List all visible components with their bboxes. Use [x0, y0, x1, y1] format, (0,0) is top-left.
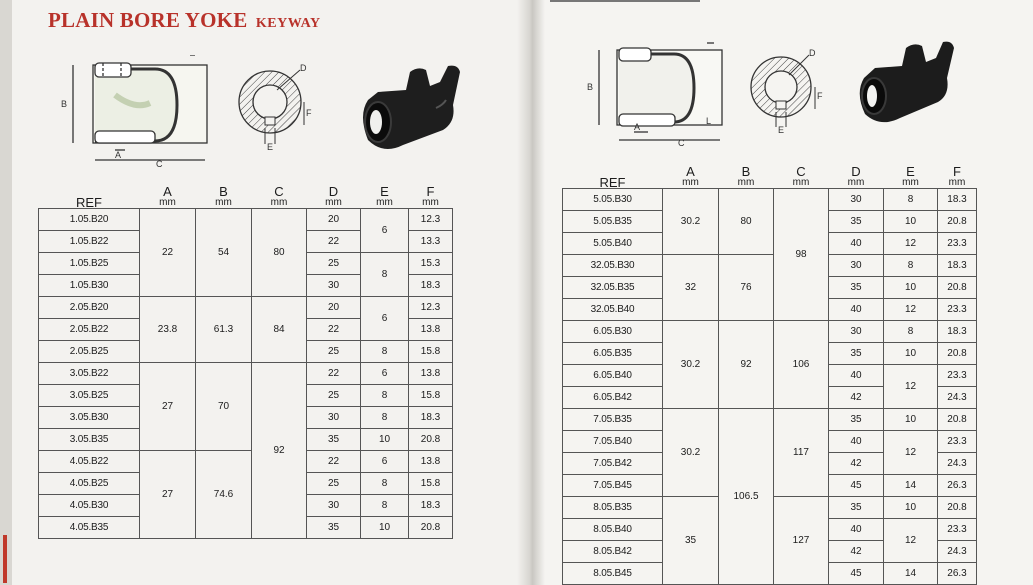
table-row	[39, 363, 453, 385]
dim-label-a: A	[115, 150, 122, 160]
c-cell: 80	[252, 209, 307, 297]
d-cell: 25	[307, 253, 361, 275]
table-row	[563, 189, 977, 211]
yoke-photo	[348, 60, 466, 160]
b-cell: 54	[196, 209, 252, 297]
e-cell: 8	[361, 385, 409, 407]
ref-cell: 6.05.B40	[563, 365, 663, 387]
table-header-row	[563, 160, 977, 189]
f-cell: 20.8	[938, 211, 977, 233]
a-cell: 23.8	[140, 297, 196, 363]
ref-cell: 8.05.B42	[563, 541, 663, 563]
b-cell: 61.3	[196, 297, 252, 363]
dim-label-a-right: A	[634, 122, 641, 132]
ref-cell: 8.05.B35	[563, 497, 663, 519]
header-ref: REF	[76, 195, 102, 210]
f-cell: 15.8	[409, 385, 453, 407]
ref-cell: 1.05.B22	[39, 231, 140, 253]
ref-cell: 3.05.B22	[39, 363, 140, 385]
title-sub: KEYWAY	[255, 16, 321, 31]
d-cell: 35	[829, 211, 884, 233]
d-cell: 45	[829, 563, 884, 585]
dim-label-e-right: E	[778, 125, 785, 135]
d-cell: 30	[829, 255, 884, 277]
header-e: E mm	[902, 164, 919, 188]
e-cell: 8	[361, 495, 409, 517]
header-f: F mm	[948, 164, 966, 188]
d-cell: 22	[307, 363, 361, 385]
f-cell: 24.3	[938, 387, 977, 409]
page-gutter	[517, 0, 545, 585]
bore-section-drawing	[232, 62, 327, 152]
dim-label-b: B	[61, 99, 68, 109]
f-cell: 13.3	[409, 231, 453, 253]
ref-cell: 3.05.B30	[39, 407, 140, 429]
f-cell: 18.3	[409, 275, 453, 297]
d-cell: 35	[307, 517, 361, 539]
e-cell: 8	[361, 473, 409, 495]
page-edge-mark	[3, 535, 7, 583]
ref-cell: 7.05.B40	[563, 431, 663, 453]
d-cell: 20	[307, 297, 361, 319]
ref-cell: 1.05.B20	[39, 209, 140, 231]
a-cell: 22	[140, 209, 196, 297]
d-cell: 25	[307, 473, 361, 495]
ref-cell: 5.05.B30	[563, 189, 663, 211]
ref-cell: 7.05.B42	[563, 453, 663, 475]
dim-label-e: E	[267, 142, 274, 152]
d-cell: 30	[307, 407, 361, 429]
dim-label-c-right: C	[678, 138, 685, 148]
b-cell: 74.6	[196, 451, 252, 539]
b-cell: 80	[719, 189, 774, 255]
header-c: C mm	[270, 184, 288, 208]
f-cell: 18.3	[409, 407, 453, 429]
d-cell: 40	[829, 299, 884, 321]
e-cell: 10	[884, 343, 938, 365]
ref-cell: 32.05.B40	[563, 299, 663, 321]
a-cell: 30.2	[663, 189, 719, 255]
ref-cell: 6.05.B42	[563, 387, 663, 409]
f-cell: 23.3	[938, 233, 977, 255]
d-cell: 35	[829, 409, 884, 431]
ref-cell: 1.05.B30	[39, 275, 140, 297]
table-row	[563, 321, 977, 343]
dim-label-d: D	[300, 63, 307, 73]
e-cell: 6	[361, 209, 409, 253]
d-cell: 35	[829, 343, 884, 365]
e-cell: 10	[884, 409, 938, 431]
e-cell: 12	[884, 431, 938, 475]
table-row	[563, 409, 977, 431]
d-cell: 35	[307, 429, 361, 451]
ref-cell: 4.05.B35	[39, 517, 140, 539]
d-cell: 22	[307, 451, 361, 473]
header-d: D mm	[847, 164, 865, 188]
ref-cell: 1.05.B25	[39, 253, 140, 275]
d-cell: 42	[829, 541, 884, 563]
f-cell: 24.3	[938, 453, 977, 475]
d-cell: 35	[829, 277, 884, 299]
f-cell: 23.3	[938, 299, 977, 321]
e-cell: 6	[361, 451, 409, 473]
c-cell: 127	[774, 497, 829, 585]
a-cell: 27	[140, 363, 196, 451]
ref-cell: 2.05.B22	[39, 319, 140, 341]
c-cell: 92	[252, 363, 307, 539]
d-cell: 42	[829, 453, 884, 475]
d-cell: 40	[829, 431, 884, 453]
e-cell: 8	[884, 321, 938, 343]
right-spec-table	[562, 160, 977, 585]
e-cell: 10	[361, 429, 409, 451]
ref-cell: 7.05.B45	[563, 475, 663, 497]
page-title	[48, 8, 321, 33]
e-cell: 6	[361, 363, 409, 385]
d-cell: 30	[829, 189, 884, 211]
e-cell: 8	[361, 253, 409, 297]
c-cell: 98	[774, 189, 829, 321]
ref-cell: 5.05.B35	[563, 211, 663, 233]
c-cell: 84	[252, 297, 307, 363]
e-cell: 10	[884, 277, 938, 299]
e-cell: 10	[361, 517, 409, 539]
e-cell: 8	[884, 255, 938, 277]
header-b: B mm	[737, 164, 755, 188]
f-cell: 12.3	[409, 297, 453, 319]
b-cell: 76	[719, 255, 774, 321]
bore-section-drawing-right	[745, 45, 840, 135]
f-cell: 23.3	[938, 431, 977, 453]
d-cell: 22	[307, 231, 361, 253]
f-cell: 15.3	[409, 253, 453, 275]
e-cell: 14	[884, 563, 938, 585]
d-cell: 30	[307, 495, 361, 517]
d-cell: 25	[307, 385, 361, 407]
f-cell: 15.8	[409, 473, 453, 495]
f-cell: 23.3	[938, 365, 977, 387]
header-a: A mm	[159, 184, 176, 208]
table-row	[39, 209, 453, 231]
header-d: D mm	[325, 184, 342, 208]
table-row	[39, 451, 453, 473]
ref-cell: 2.05.B25	[39, 341, 140, 363]
top-rule	[550, 0, 700, 2]
f-cell: 20.8	[938, 497, 977, 519]
ref-cell: 32.05.B35	[563, 277, 663, 299]
ref-cell: 8.05.B40	[563, 519, 663, 541]
a-cell: 30.2	[663, 321, 719, 409]
f-cell: 18.3	[938, 255, 977, 277]
ref-cell: 6.05.B30	[563, 321, 663, 343]
f-cell: 23.3	[938, 519, 977, 541]
header-a: A mm	[682, 164, 699, 188]
f-cell: 15.8	[409, 341, 453, 363]
c-cell: 106	[774, 321, 829, 409]
f-cell: 26.3	[938, 475, 977, 497]
e-cell: 12	[884, 233, 938, 255]
d-cell: 42	[829, 387, 884, 409]
dim-label-b-right: B	[587, 82, 594, 92]
e-cell: 8	[884, 189, 938, 211]
e-cell: 6	[361, 297, 409, 341]
yoke-photo-right	[850, 38, 958, 130]
ref-cell: 4.05.B30	[39, 495, 140, 517]
d-cell: 40	[829, 365, 884, 387]
e-cell: 8	[361, 407, 409, 429]
f-cell: 20.8	[938, 277, 977, 299]
b-cell: 92	[719, 321, 774, 409]
f-cell: 13.8	[409, 363, 453, 385]
b-cell: 70	[196, 363, 252, 451]
f-cell: 26.3	[938, 563, 977, 585]
table-row	[563, 255, 977, 277]
ref-cell: 32.05.B30	[563, 255, 663, 277]
d-cell: 40	[829, 519, 884, 541]
f-cell: 13.8	[409, 451, 453, 473]
ref-cell: 3.05.B35	[39, 429, 140, 451]
table-row	[39, 297, 453, 319]
f-cell: 24.3	[938, 541, 977, 563]
a-cell: 35	[663, 497, 719, 585]
e-cell: 8	[361, 341, 409, 363]
d-cell: 22	[307, 319, 361, 341]
d-cell: 30	[307, 275, 361, 297]
header-c: C mm	[792, 164, 810, 188]
f-cell: 18.3	[409, 495, 453, 517]
dim-label-f-right: F	[817, 91, 823, 101]
e-cell: 14	[884, 475, 938, 497]
ref-cell: 5.05.B40	[563, 233, 663, 255]
f-cell: 20.8	[409, 429, 453, 451]
f-cell: 12.3	[409, 209, 453, 231]
d-cell: 30	[829, 321, 884, 343]
ref-cell: 7.05.B35	[563, 409, 663, 431]
f-cell: 20.8	[938, 343, 977, 365]
a-cell: 27	[140, 451, 196, 539]
header-e: E mm	[376, 184, 393, 208]
a-cell: 32	[663, 255, 719, 321]
e-cell: 10	[884, 497, 938, 519]
header-b: B mm	[215, 184, 232, 208]
table-header-row	[39, 180, 453, 209]
a-cell: 30.2	[663, 409, 719, 497]
b-cell: 106.5	[719, 409, 774, 585]
e-cell: 10	[884, 211, 938, 233]
ref-cell: 2.05.B20	[39, 297, 140, 319]
ref-cell: 4.05.B25	[39, 473, 140, 495]
ref-cell: 8.05.B45	[563, 563, 663, 585]
f-cell: 20.8	[409, 517, 453, 539]
yoke-side-drawing	[55, 55, 215, 170]
e-cell: 12	[884, 299, 938, 321]
ref-cell: 6.05.B35	[563, 343, 663, 365]
header-f: F mm	[422, 184, 439, 208]
left-spec-table	[38, 180, 453, 539]
dim-label-l-right: L	[706, 116, 712, 126]
dim-label-f: F	[306, 108, 312, 118]
ref-cell: 4.05.B22	[39, 451, 140, 473]
yoke-side-drawing-right	[582, 40, 732, 155]
f-cell: 13.8	[409, 319, 453, 341]
e-cell: 12	[884, 365, 938, 409]
dim-label-c: C	[156, 159, 163, 169]
f-cell: 20.8	[938, 409, 977, 431]
d-cell: 40	[829, 233, 884, 255]
ref-cell: 3.05.B25	[39, 385, 140, 407]
title-main: PLAIN BORE YOKE	[48, 8, 248, 32]
d-cell: 25	[307, 341, 361, 363]
f-cell: 18.3	[938, 189, 977, 211]
d-cell: 45	[829, 475, 884, 497]
e-cell: 12	[884, 519, 938, 563]
f-cell: 18.3	[938, 321, 977, 343]
dim-label-d-right: D	[809, 48, 816, 58]
header-ref: REF	[599, 175, 626, 190]
c-cell: 117	[774, 409, 829, 497]
d-cell: 20	[307, 209, 361, 231]
d-cell: 35	[829, 497, 884, 519]
